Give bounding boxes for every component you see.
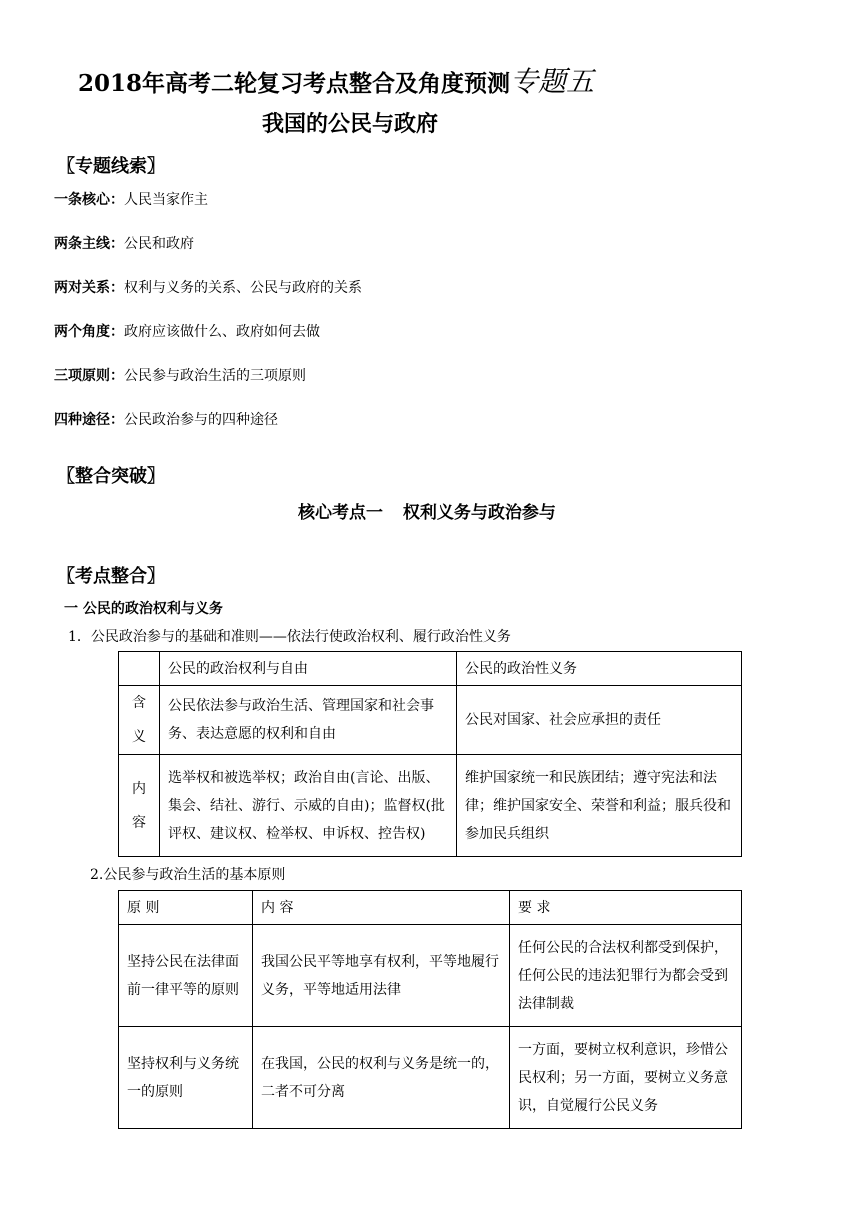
- table-header-cell: 要 求: [510, 891, 742, 925]
- table-cell: 任何公民的合法权利都受到保护，任何公民的违法犯罪行为都会受到法律制裁: [510, 925, 742, 1027]
- clue-text: 权利与义务的关系、公民与政府的关系: [124, 280, 362, 296]
- table-row: [119, 755, 742, 857]
- clue-text: 政府应该做什么、政府如何去做: [124, 324, 320, 340]
- section-heading-clues: 〖专题线索〗: [57, 156, 165, 177]
- table-cell: 坚持权利与义务统一的原则: [119, 1027, 253, 1129]
- table-cell: 在我国，公民的权利与义务是统一的，二者不可分离: [253, 1027, 510, 1129]
- title-main: 2018年高考二轮复习考点整合及角度预测: [78, 70, 511, 97]
- row-label-char: 容: [132, 814, 146, 831]
- table-header-row: [119, 652, 742, 686]
- table-row: [119, 925, 742, 1027]
- clue-line: [54, 233, 194, 253]
- subsection-item: 1．公民政治参与的基础和准则——依法行使政治权利、履行政治性义务: [68, 629, 511, 645]
- table-header-cell: 公民的政治性义务: [457, 652, 742, 686]
- table-header-cell: 公民的政治权利与自由: [160, 652, 457, 686]
- clue-line: [54, 321, 320, 341]
- clue-label: 两对关系：: [54, 280, 124, 296]
- clue-label: 两个角度：: [54, 324, 124, 340]
- rights-duties-table: [118, 651, 742, 857]
- table-row: [119, 686, 742, 755]
- row-label-char: 义: [132, 729, 146, 745]
- table-cell: 坚持公民在法律面前一律平等的原则: [119, 925, 253, 1027]
- clue-line: [54, 277, 362, 297]
- table-cell: 公民依法参与政治生活、管理国家和社会事务、表达意愿的权利和自由: [160, 686, 457, 755]
- clue-line: [54, 189, 208, 209]
- clue-label: 三项原则：: [54, 368, 124, 384]
- subsection-item: 2.公民参与政治生活的基本原则: [90, 867, 286, 883]
- document-subtitle: 我国的公民与政府: [262, 111, 439, 137]
- table-cell: 维护国家统一和民族团结；遵守宪法和法律；维护国家安全、荣誉和利益；服兵役和参加民兵组织: [457, 755, 742, 857]
- section-heading-breakthrough: 〖整合突破〗: [57, 466, 165, 487]
- clue-label: 两条主线：: [54, 236, 124, 252]
- core-point-heading: 核心考点一 权利义务与政治参与: [298, 503, 556, 523]
- table-header-row: [119, 891, 742, 925]
- table-cell: 一方面，要树立权利意识，珍惜公民权利；另一方面，要树立义务意识，自觉履行公民义务: [510, 1027, 742, 1129]
- row-label-char: 含: [132, 695, 146, 711]
- principles-table: [118, 890, 742, 1129]
- row-label-cell: [119, 755, 160, 857]
- table-row: [119, 1027, 742, 1129]
- table-cell: 我国公民平等地享有权利，平等地履行义务，平等地适用法律: [253, 925, 510, 1027]
- clue-line: [54, 365, 306, 385]
- row-label-char: 内: [132, 780, 146, 797]
- table-cell: 公民对国家、社会应承担的责任: [457, 686, 742, 755]
- clue-text: 公民和政府: [124, 236, 194, 252]
- row-label-cell: [119, 686, 160, 755]
- clue-text: 公民参与政治生活的三项原则: [124, 368, 306, 384]
- table-corner-cell: [119, 652, 160, 686]
- subsection-heading: 一 公民的政治权利与义务: [64, 601, 223, 617]
- document-title: [78, 60, 594, 100]
- table-header-cell: 原 则: [119, 891, 253, 925]
- section-heading-integration: 〖考点整合〗: [57, 566, 165, 587]
- title-topic: 专题五: [510, 65, 595, 98]
- table-cell: 选举权和被选举权；政治自由(言论、出版、集会、结社、游行、示威的自由)；监督权(批评权、建议权、检举权、申诉权、控告权): [160, 755, 457, 857]
- table-header-cell: 内 容: [253, 891, 510, 925]
- clue-text: 人民当家作主: [124, 192, 208, 208]
- clue-label: 一条核心：: [54, 192, 124, 208]
- clue-label: 四种途径：: [54, 412, 124, 428]
- clue-line: [54, 409, 278, 429]
- clue-text: 公民政治参与的四种途径: [124, 412, 278, 428]
